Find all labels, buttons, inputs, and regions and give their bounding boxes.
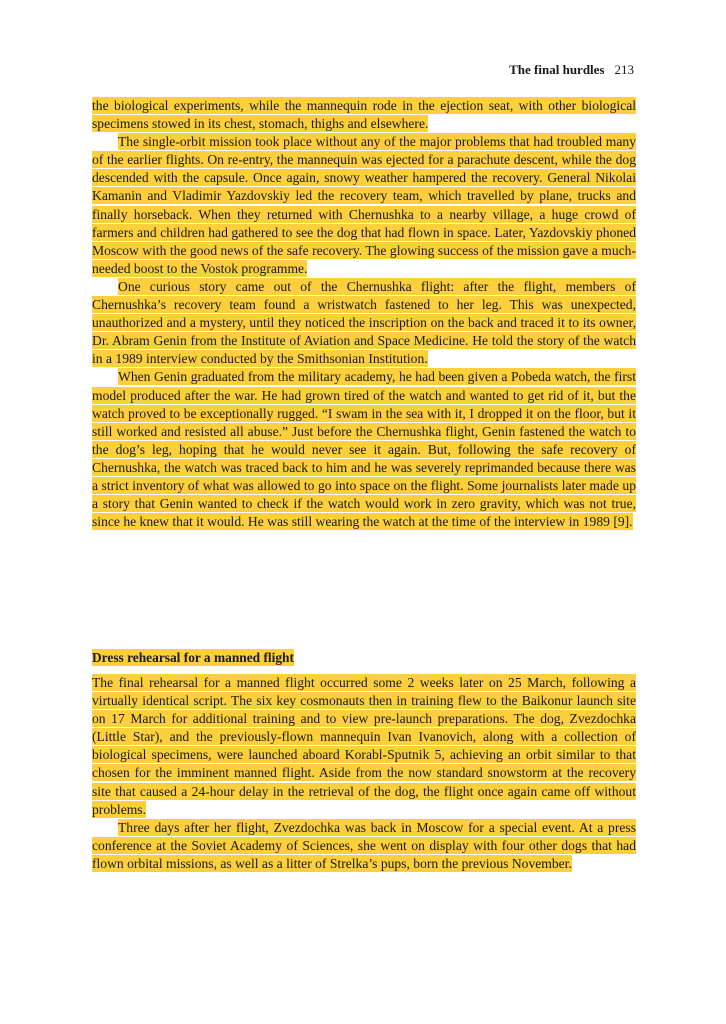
paragraph [92,819,636,873]
highlighted-text: Three days after her flight, Zvezdochka was back in Moscow for a special event. At a press conference at the Soviet Academy of Sciences, she went on display with four other dogs that had flown orbital missions, as well as a litter of Strelka’s pups, born the previous November. [92,819,636,871]
highlighted-text: When Genin graduated from the military academy, he had been given a Pobeda watch, the first model produced after the war. He had grown tired of the watch and wanted to get rid of it, but the watch proved to be exceptionally rugged. “I swam in the sea with it, I dropped it on the floor, but it still worked and resisted all abuse.” Just before the Chernushka flight, Genin fastened the watch to the dog’s leg, hoping that he would never see it again. But, following the safe recovery of Chernushka, the watch was traced back to him and he was severely reprimanded because there was a strict inventory of what was allowed to go into space on the flight. Some journalists later made up a story that Genin wanted to check if the watch would work in zero gravity, which was not true, since he knew that it would. He was still wearing the watch at the time of the interview in 1989 [9]. [92,369,636,530]
paragraph [92,133,636,278]
running-head [509,62,634,78]
highlighted-text: The single-orbit mission took place without any of the major problems that had troubled many of the earlier flights. On re-entry, the mannequin was ejected for a parachute descent, while the dog descended with the capsule. Once again, snowy weather hampered the recovery. General Nikolai Kamanin and Vladimir Yazdovskiy led the recovery team, which travelled by plane, trucks and finally horseback. When they returned with Chernushka to a nearby village, a huge crowd of farmers and children had gathered to see the dog that had flown in space. Later, Yazdovskiy phoned Moscow with the good news of the safe recovery. The glowing success of the mission gave a much-needed boost to the Vostok programme. [92,134,636,276]
section-body-2 [92,674,636,873]
page-number: 213 [614,62,634,77]
highlighted-text: the biological experiments, while the mannequin rode in the ejection seat, with other biological specimens stowed in its chest, stomach, thighs and elsewhere. [92,98,636,132]
paragraph [92,674,636,819]
highlighted-text: The final rehearsal for a manned flight occurred some 2 weeks later on 25 March, following a virtually identical script. The six key cosmonauts then in training flew to the Baikonur launch site on 17 March for additional training and to view pre-launch preparations. The dog, Zvezdochka (Little Star), and the previously-flown mannequin Ivan Ivanovich, along with a collection of biological specimens, were launched aboard Korabl-Sputnik 5, achieving an orbit similar to that chosen for the imminent manned flight. Aside from the now standard snowstorm at the recovery site that caused a 24-hour delay in the retrieval of the dog, the flight once again came off without problems. [92,675,636,817]
paragraph [92,97,636,133]
section-heading-text: Dress rehearsal for a manned flight [92,650,294,665]
paragraph [92,368,636,531]
section-heading [92,649,294,667]
paragraph [92,278,636,368]
running-head-title: The final hurdles [509,62,605,77]
section-body-1 [92,97,636,531]
highlighted-text: One curious story came out of the Chernushka flight: after the flight, members of Chernushka’s recovery team found a wristwatch fastened to her leg. This was unexpected, unauthorized and a mystery, until they noticed the inscription on the back and traced it to its owner, Dr. Abram Genin from the Institute of Aviation and Space Medicine. He told the story of the watch in a 1989 interview conducted by the Smithsonian Institution. [92,278,636,367]
